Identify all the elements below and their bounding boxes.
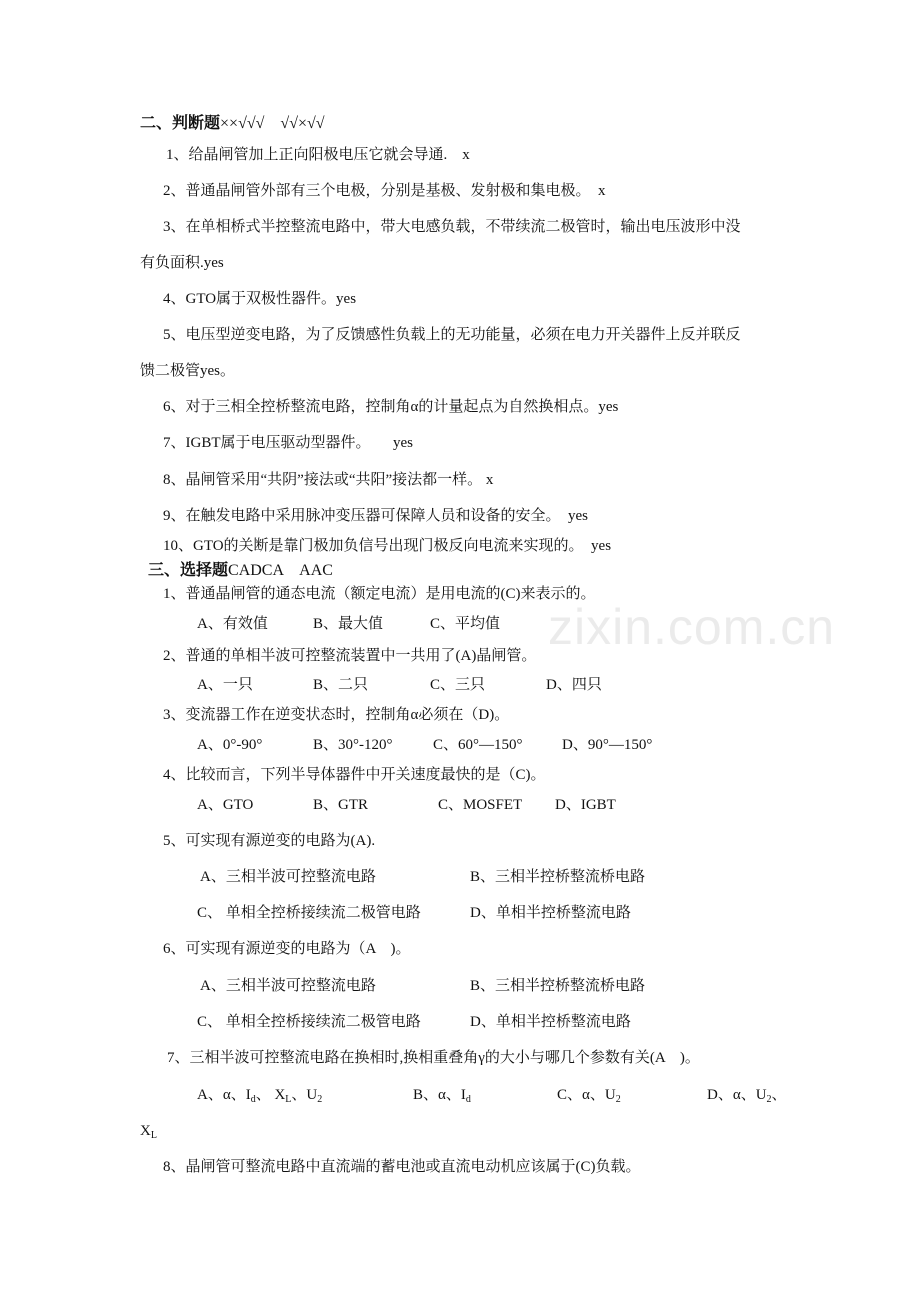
- choice-q7-option-d-cont: $X_L$: [140, 1123, 157, 1141]
- choice-q5-option-d: D、单相半控桥整流电路: [470, 905, 631, 921]
- judgment-heading-title: 二、判断题: [140, 115, 221, 132]
- choice-q3-option-c: C、60°—150°: [433, 737, 523, 753]
- choice-q4-option-d: D、IGBT: [555, 797, 616, 813]
- choice-heading: [148, 561, 333, 581]
- choice-q5-option-a: A、三相半波可控整流电路: [200, 869, 376, 885]
- choice-q3-option-a: A、0°-90°: [197, 737, 263, 753]
- judgment-heading: [140, 114, 325, 134]
- choice-q4-option-b: B、GTR: [313, 797, 369, 813]
- judgment-item-4: 4、GTO属于双极性器件。yes: [163, 291, 357, 307]
- choice-q6-option-a: A、三相半波可控整流电路: [200, 978, 376, 994]
- choice-q4-option-a: A、GTO: [197, 797, 254, 813]
- choice-q5-option-b: B、三相半控桥整流桥电路: [470, 869, 646, 885]
- choice-q1-option-c: C、平均值: [430, 616, 501, 632]
- judgment-item-10: 10、GTO的关断是靠门极加负信号出现门极反向电流来实现的。 yes: [163, 538, 612, 554]
- choice-q4-option-c: C、MOSFET: [438, 797, 523, 813]
- choice-q3-option-d: D、90°—150°: [562, 737, 653, 753]
- choice-q2-option-b: B、二只: [313, 677, 369, 693]
- choice-q6-stem: 6、可实现有源逆变的电路为（A )。: [163, 941, 411, 957]
- watermark: zixin.com.cn: [548, 599, 836, 655]
- judgment-item-6: 6、对于三相全控桥整流电路，控制角α的计量起点为自然换相点。yes: [163, 399, 619, 415]
- judgment-answers: ××√√√ √√×√√: [220, 115, 325, 132]
- judgment-item-1: 1、给晶闸管加上正向阳极电压它就会导通. x: [166, 147, 470, 163]
- choice-q2-option-c: C、三只: [430, 677, 486, 693]
- choice-q3-stem: 3、变流器工作在逆变状态时，控制角α必须在（D)。: [163, 707, 510, 723]
- judgment-item-2: 2、普通晶闸管外部有三个电极，分别是基极、发射极和集电极。 x: [163, 183, 606, 199]
- choice-q7-stem: 7、三相半波可控整流电路在换相时,换相重叠角γ的大小与哪几个参数有关(A )。: [167, 1050, 700, 1066]
- choice-q2-option-a: A、一只: [197, 677, 253, 693]
- choice-q2-stem: 2、普通的单相半波可控整流装置中一共用了(A)晶闸管。: [163, 648, 537, 664]
- choice-q1-option-b: B、最大值: [313, 616, 384, 632]
- judgment-item-5: 5、电压型逆变电路，为了反馈感性负载上的无功能量，必须在电力开关器件上反并联反: [163, 327, 741, 343]
- judgment-item-3: 3、在单相桥式半控整流电路中，带大电感负载，不带续流二极管时，输出电压波形中没: [163, 219, 741, 235]
- choice-q6-option-b: B、三相半控桥整流桥电路: [470, 978, 646, 994]
- choice-heading-title: 三、选择题: [148, 562, 229, 579]
- judgment-item-9: 9、在触发电路中采用脉冲变压器可保障人员和设备的安全。 yes: [163, 508, 588, 524]
- choice-q1-stem: 1、普通晶闸管的通态电流（额定电流）是用电流的(C)来表示的。: [163, 586, 596, 602]
- judgment-item-7: 7、IGBT属于电压驱动型器件。 yes: [163, 435, 413, 451]
- choice-q6-option-c: C、 单相全控桥接续流二极管电路: [197, 1014, 421, 1030]
- choice-q6-option-d: D、单相半控桥整流电路: [470, 1014, 631, 1030]
- judgment-item-8: 8、晶闸管采用“共阴”接法或“共阳”接法都一样。 x: [163, 472, 494, 488]
- choice-q7-option-d: D、α、$U_2$、: [707, 1087, 787, 1105]
- choice-q1-option-a: A、有效值: [197, 616, 268, 632]
- choice-q7-option-a: A、α、$I_d$、 $X_L$、$U_2$: [197, 1087, 323, 1105]
- choice-q5-stem: 5、可实现有源逆变的电路为(A).: [163, 833, 376, 849]
- choice-q3-option-b: B、30°-120°: [313, 737, 393, 753]
- choice-q5-option-c: C、 单相全控桥接续流二极管电路: [197, 905, 421, 921]
- choice-answers: CADCA AAC: [228, 562, 333, 579]
- choice-q2-option-d: D、四只: [546, 677, 602, 693]
- choice-q7-option-b: B、α、$I_d$: [413, 1087, 471, 1105]
- choice-q7-option-c: C、α、$U_2$: [557, 1087, 621, 1105]
- choice-q8-stem: 8、晶闸管可整流电路中直流端的蓄电池或直流电动机应该属于(C)负载。: [163, 1159, 641, 1175]
- choice-q4-stem: 4、比较而言，下列半导体器件中开关速度最快的是（C)。: [163, 767, 546, 783]
- judgment-item-5-cont: 馈二极管yes。: [140, 363, 235, 379]
- judgment-item-3-cont: 有负面积.yes: [140, 255, 224, 271]
